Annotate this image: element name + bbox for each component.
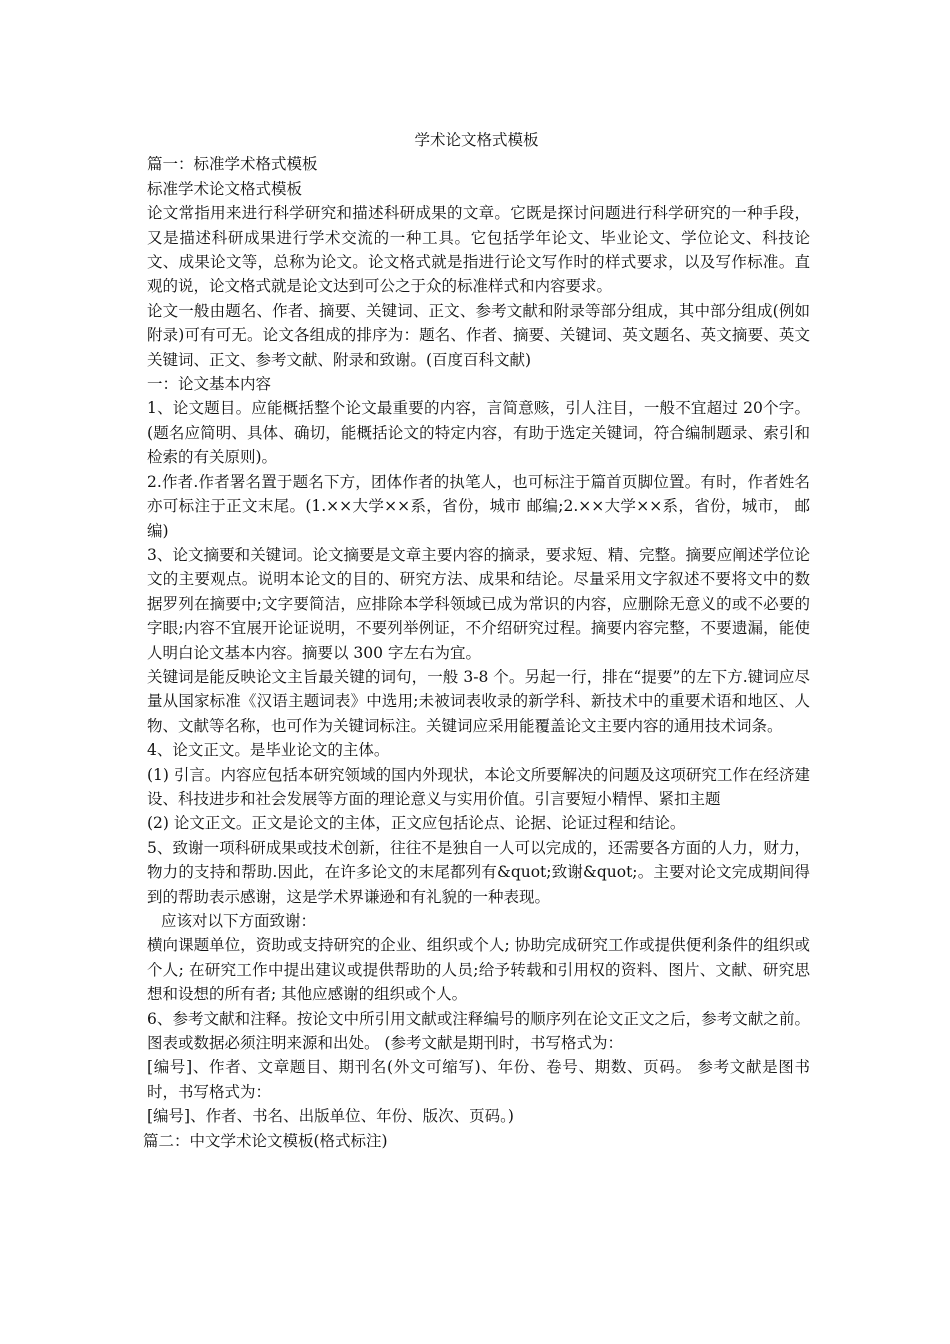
- paragraph-references: 6、参考文献和注释。按论文中所引用文献或注释编号的顺序列在论文正文之后，参考文献之前。图表或数据必须注明来源和出处。 (参考文献是期刊时，书写格式为：: [147, 1009, 810, 1053]
- paragraph-intro: 论文常指用来进行科学研究和描述科研成果的文章。它既是探讨问题进行科学研究的一种手段，又是描述科研成果进行学术交流的一种工具。它包括学年论文、毕业论文、学位论文、科技论文、成果论文等，总称为论文。论文格式就是指进行论文写作时的样式要求，以及写作标准。直观的说，论文格式就是论文达到可公之于众的标准样式和内容要求。: [147, 204, 810, 296]
- paragraph-structure: 论文一般由题名、作者、摘要、关键词、正文、参考文献和附录等部分组成，其中部分组成(例如附录)可有可无。论文各组成的排序为：题名、作者、摘要、关键词、英文题名、英文摘要、英文关键词、正文、参考文献、附录和致谢。(百度百科文献): [147, 301, 810, 369]
- paragraph-acknowledgement: 5、致谢一项科研成果或技术创新，往往不是独自一人可以完成的，还需要各方面的人力，财力，物力的支持和帮助.因此，在许多论文的末尾都列有&quot;致谢&quot;。主要对论文完成期间得到的帮助表示感谢，这是学术界谦逊和有礼貌的一种表现。: [147, 838, 810, 906]
- paragraph-thanks-list: 横向课题单位，资助或支持研究的企业、组织或个人; 协助完成研究工作或提供便利条件的组织或个人; 在研究工作中提出建议或提供帮助的人员;给予转载和引用权的资料、图片、文献、研究思想和设想的所有者; 其他应感谢的组织或个人。: [147, 936, 810, 1004]
- document-body: [143, 128, 810, 1153]
- section-heading-2: 篇二：中文学术论文模板(格式标注): [143, 1131, 388, 1150]
- paragraph-author-item: 2.作者.作者署名置于题名下方，团体作者的执笔人，也可标注于篇首页脚位置。有时，作者姓名亦可标注于正文末尾。(1.××大学××系，省份，城市 邮编;2.××大学××系，省份，城市， 邮编): [147, 472, 810, 540]
- paragraph-journal-format: [编号]、作者、文章题目、期刊名(外文可缩写)、年份、卷号、期数、页码。 参考文献是图书时，书写格式为：: [147, 1058, 810, 1101]
- paragraph-keywords: 关键词是能反映论文主旨最关键的词句，一般 3-8 个。另起一行，排在“提要”的左下方.键词应尽量从国家标准《汉语主题词表》中选用;未被词表收录的新学科、新技术中的重要术语和地区、人物、文献等名称，也可作为关键词标注。关键词应采用能覆盖论文主要内容的通用技术词条。: [147, 667, 810, 735]
- section-heading-1: 篇一：标准学术格式模板: [147, 155, 318, 174]
- subheading-basic-content: 一：论文基本内容: [147, 375, 272, 394]
- subtitle: 标准学术论文格式模板: [147, 179, 303, 198]
- paragraph-introduction: (1) 引言。内容应包括本研究领域的国内外现状，本论文所要解决的问题及这项研究工作在经济建设、科技进步和社会发展等方面的理论意义与实用价值。引言要短小精悍、紧扣主题: [147, 765, 810, 808]
- paragraph-body-item: 4、论文正文。是毕业论文的主体。: [147, 741, 390, 760]
- paragraph-abstract-item: 3、论文摘要和关键词。论文摘要是文章主要内容的摘录，要求短、精、完整。摘要应阐述学位论文的主要观点。说明本论文的目的、研究方法、成果和结论。尽量采用文字叙述不要将文中的数据罗列在摘要中;文字要简洁，应排除本学科领域已成为常识的内容，应删除无意义的或不必要的字眼;内容不宜展开论证说明，不要列举例证，不介绍研究过程。摘要内容完整，不要遗漏，能使人明白论文基本内容。摘要以 300 字左右为宜。: [147, 545, 810, 662]
- paragraph-thanks-intro: 应该对以下方面致谢：: [161, 912, 317, 930]
- document-title: 学术论文格式模板: [414, 131, 539, 149]
- paragraph-book-format: [编号]、作者、书名、出版单位、年份、版次、页码。): [147, 1107, 514, 1126]
- paragraph-title-item: 1、论文题目。应能概括整个论文最重要的内容，言简意赅，引人注目，一般不宜超过 20个字。(题名应简明、具体、确切，能概括论文的特定内容，有助于选定关键词，符合编制题录、索引和检索的有关原则)。: [147, 399, 810, 467]
- paragraph-main-text: (2) 论文正文。正文是论文的主体，正文应包括论点、论据、论证过程和结论。: [147, 814, 686, 833]
